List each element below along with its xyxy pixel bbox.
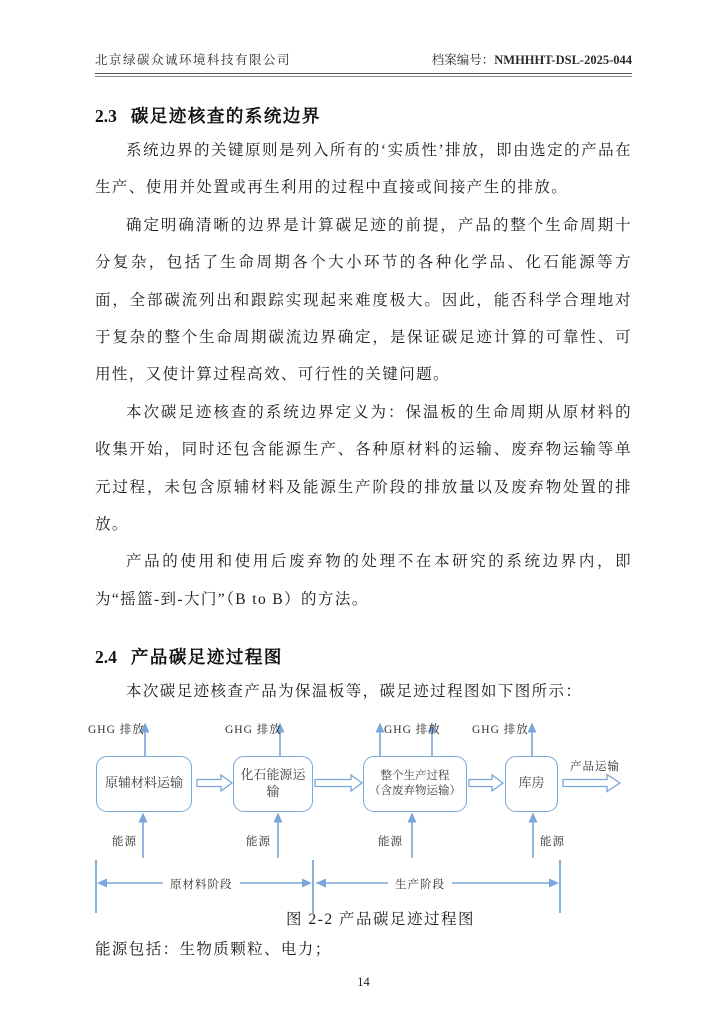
energy-arrow-1-icon xyxy=(139,812,148,822)
energy-label-3: 能源 xyxy=(378,835,403,848)
stage1-left-arrowhead-icon xyxy=(97,878,107,887)
section-2-4-number: 2.4 xyxy=(95,647,117,668)
page-number: 14 xyxy=(357,974,370,989)
section-2-3-number: 2.3 xyxy=(95,106,117,126)
flow-box-label: （含废弃物运输） xyxy=(369,784,461,797)
flow-box-label: 原辅材料运输 xyxy=(104,775,183,791)
paragraph-boundary-complexity: 确定明确清晰的边界是计算碳足迹的前提，产品的整个生命周期十分复杂，包括了生命周期各个大小环节的各种化学品、化石能源等方面，全部碳流列出和跟踪实现起来难度极大。因此，能否科学合理地对于复杂的整个生命周期碳流边界确定，是保证碳足迹计算的可靠性、可用性，又使计算过程高效、可行性的关键问题。 xyxy=(95,216,632,384)
energy-note: 能源包括：生物质颗粒、电力； xyxy=(95,940,332,958)
product-output-arrow-icon xyxy=(563,774,620,791)
stage-production-label: 生产阶段 xyxy=(388,876,452,892)
product-transport-label: 产品运输 xyxy=(570,760,620,773)
section-2-4-heading xyxy=(95,644,632,669)
energy-label-4: 能源 xyxy=(540,835,565,848)
flow-box-warehouse xyxy=(505,756,558,812)
stage1-right-arrowhead-icon xyxy=(302,878,312,887)
section-2-3-title: 碳足迹核查的系统边界 xyxy=(130,106,321,126)
flow-arrow-3-icon xyxy=(469,775,503,791)
carbon-footprint-process-diagram xyxy=(88,717,636,915)
flow-box-fossil-energy-transport xyxy=(233,756,313,812)
ghg-emission-label-1: GHG 排放 xyxy=(88,723,145,736)
paragraph-process-diagram-intro: 本次碳足迹核查产品为保温板等，碳足迹过程图如下图所示： xyxy=(126,683,583,701)
paragraph-boundary-definition: 本次碳足迹核查的系统边界定义为：保温板的生命周期从原材料的收集开始，同时还包含能源生产、各种原材料的运输、废弃物运输等单元过程，未包含原辅材料及能源生产阶段的排放量以及废弃物处置的排放。 xyxy=(95,403,632,534)
paragraph-b-to-b-method: 产品的使用和使用后废弃物的处理不在本研究的系统边界内，即为“摇篮-到-大门”（B to B）的方法。 xyxy=(95,553,632,608)
figure-caption: 图 2-2 产品碳足迹过程图 xyxy=(286,910,475,928)
company-name: 北京绿碳众诚环境科技有限公司 xyxy=(95,53,292,67)
page-header xyxy=(95,0,632,73)
energy-arrow-2-icon xyxy=(274,812,283,822)
flow-box-label: 输 xyxy=(266,783,280,799)
energy-label-2: 能源 xyxy=(246,835,271,848)
ghg-emission-label-2: GHG 排放 xyxy=(225,723,282,736)
flow-box-label: 整个生产过程 xyxy=(380,769,450,782)
stage2-right-arrowhead-icon xyxy=(549,878,559,887)
flow-box-raw-material-transport xyxy=(96,756,192,812)
flow-arrow-2-icon xyxy=(315,775,362,791)
section-2-4-title: 产品碳足迹过程图 xyxy=(130,647,283,668)
file-number-value: NMHHHT-DSL-2025-044 xyxy=(494,53,632,67)
ghg-emission-label-3: GHG 排放 xyxy=(384,723,441,736)
flow-box-label: 库房 xyxy=(518,775,545,791)
flow-box-production-process xyxy=(363,756,467,812)
flow-arrow-1-icon xyxy=(197,775,232,791)
paragraph-system-boundary-principle: 系统边界的关键原则是列入所有的‘实质性’排放，即由选定的产品在生产、使用并处置或再生利用的过程中直接或间接产生的排放。 xyxy=(95,142,632,197)
flow-box-label: 化石能源运 xyxy=(240,766,306,782)
section-2-3-heading xyxy=(95,103,632,128)
energy-arrow-4-icon xyxy=(529,812,538,822)
stage2-left-arrowhead-icon xyxy=(316,878,326,887)
file-number-label: 档案编号： xyxy=(431,53,495,67)
header-rule xyxy=(95,73,632,77)
stage-raw-material-label: 原材料阶段 xyxy=(163,876,240,892)
ghg-emission-label-4: GHG 排放 xyxy=(472,723,529,736)
energy-arrow-3-icon xyxy=(408,812,417,822)
file-number xyxy=(432,50,632,68)
energy-label-1: 能源 xyxy=(112,835,137,848)
